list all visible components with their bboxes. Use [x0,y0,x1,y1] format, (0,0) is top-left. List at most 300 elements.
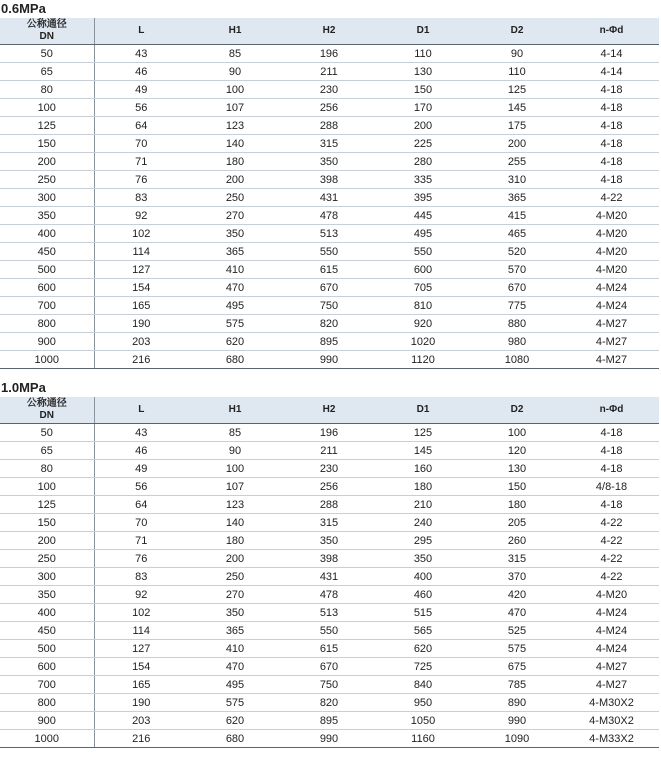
table-row [0,514,659,532]
table-cell: 990 [282,351,376,369]
table-body [0,45,659,369]
dn-cell: 350 [0,586,94,604]
table-cell: 150 [470,478,564,496]
dimension-table [0,18,659,369]
table-cell: 1020 [376,333,470,351]
table-cell: 465 [470,225,564,243]
table-cell: 550 [282,243,376,261]
table-row [0,81,659,99]
table-cell: 4-M27 [564,658,659,676]
table-row [0,424,659,442]
table-cell: 56 [94,478,188,496]
table-cell: 620 [376,640,470,658]
table-cell: 70 [94,514,188,532]
table-cell: 288 [282,496,376,514]
table-cell: 525 [470,622,564,640]
table-cell: 350 [188,225,282,243]
table-cell: 110 [376,45,470,63]
dn-cell: 80 [0,460,94,478]
table-cell: 4-22 [564,514,659,532]
table-row [0,460,659,478]
dn-cell: 100 [0,478,94,496]
table-cell: 350 [282,532,376,550]
table-cell: 107 [188,478,282,496]
table-cell: 4-14 [564,63,659,81]
table-cell: 350 [282,153,376,171]
column-header: L [94,18,188,45]
table-cell: 90 [188,442,282,460]
table-cell: 260 [470,532,564,550]
dn-cell: 200 [0,153,94,171]
table-cell: 180 [188,532,282,550]
table-row [0,640,659,658]
table-cell: 64 [94,117,188,135]
table-cell: 470 [188,658,282,676]
table-cell: 49 [94,460,188,478]
table-cell: 200 [470,135,564,153]
table-cell: 83 [94,568,188,586]
dn-cell: 250 [0,550,94,568]
table-row [0,135,659,153]
table-row [0,586,659,604]
table-cell: 90 [470,45,564,63]
table-cell: 4-M30X2 [564,694,659,712]
table-cell: 125 [470,81,564,99]
column-header: D1 [376,18,470,45]
table-row [0,261,659,279]
table-cell: 4-M24 [564,297,659,315]
table-cell: 520 [470,243,564,261]
table-row [0,676,659,694]
dn-cell: 300 [0,568,94,586]
dn-cell: 500 [0,261,94,279]
table-cell: 216 [94,351,188,369]
table-cell: 4-M24 [564,622,659,640]
table-row [0,478,659,496]
table-row [0,568,659,586]
table-cell: 1080 [470,351,564,369]
table-cell: 670 [282,658,376,676]
table-cell: 180 [470,496,564,514]
table-cell: 575 [188,315,282,333]
table-cell: 90 [188,63,282,81]
dn-cell: 150 [0,514,94,532]
table-cell: 513 [282,225,376,243]
table-cell: 4-M24 [564,279,659,297]
table-cell: 92 [94,207,188,225]
table-cell: 675 [470,658,564,676]
table-cell: 750 [282,676,376,694]
table-row [0,622,659,640]
table-row [0,225,659,243]
table-cell: 280 [376,153,470,171]
dn-header [0,18,94,45]
table-cell: 4-M27 [564,315,659,333]
table-cell: 140 [188,135,282,153]
dn-cell: 700 [0,676,94,694]
table-row [0,442,659,460]
dn-cell: 600 [0,658,94,676]
column-header: D1 [376,397,470,424]
table-cell: 400 [376,568,470,586]
table-cell: 165 [94,297,188,315]
dn-header-line1: 公称通径 [26,398,67,409]
table-cell: 160 [376,460,470,478]
dn-cell: 400 [0,225,94,243]
table-cell: 85 [188,45,282,63]
table-cell: 615 [282,640,376,658]
column-header: L [94,397,188,424]
table-cell: 4-22 [564,550,659,568]
table-cell: 92 [94,586,188,604]
table-cell: 43 [94,45,188,63]
table-cell: 4-18 [564,81,659,99]
table-cell: 107 [188,99,282,117]
table-cell: 785 [470,676,564,694]
table-cell: 210 [376,496,470,514]
table-row [0,279,659,297]
table-cell: 165 [94,676,188,694]
table-cell: 288 [282,117,376,135]
table-cell: 4-M24 [564,604,659,622]
table-cell: 670 [282,279,376,297]
column-header: D2 [470,18,564,45]
table-cell: 203 [94,712,188,730]
dn-cell: 1000 [0,351,94,369]
dn-cell: 80 [0,81,94,99]
table-cell: 70 [94,135,188,153]
table-cell: 145 [470,99,564,117]
table-cell: 4-14 [564,45,659,63]
table-cell: 315 [282,514,376,532]
table-cell: 110 [470,63,564,81]
dn-cell: 900 [0,712,94,730]
table-row [0,604,659,622]
table-cell: 431 [282,189,376,207]
table-cell: 270 [188,207,282,225]
table-cell: 180 [376,478,470,496]
table-cell: 170 [376,99,470,117]
table-cell: 4-M27 [564,676,659,694]
table-row [0,315,659,333]
table-cell: 123 [188,117,282,135]
table-cell: 102 [94,225,188,243]
table-cell: 4-18 [564,99,659,117]
table-cell: 478 [282,586,376,604]
table-cell: 990 [470,712,564,730]
table-cell: 46 [94,442,188,460]
table-row [0,243,659,261]
table-cell: 100 [188,460,282,478]
table-cell: 470 [188,279,282,297]
dn-cell: 1000 [0,730,94,748]
table-cell: 895 [282,333,376,351]
table-cell: 565 [376,622,470,640]
dn-cell: 700 [0,297,94,315]
table-cell: 4-M33X2 [564,730,659,748]
table-cell: 211 [282,63,376,81]
table-row [0,532,659,550]
table-cell: 495 [376,225,470,243]
dn-cell: 800 [0,315,94,333]
table-cell: 175 [470,117,564,135]
pressure-title: 0.6MPa [1,1,46,16]
table-row [0,730,659,748]
table-cell: 395 [376,189,470,207]
table-cell: 410 [188,261,282,279]
table-cell: 880 [470,315,564,333]
table-cell: 1090 [470,730,564,748]
dn-cell: 125 [0,117,94,135]
table-cell: 4-22 [564,189,659,207]
table-cell: 76 [94,171,188,189]
table-cell: 365 [188,243,282,261]
table-cell: 1050 [376,712,470,730]
table-cell: 145 [376,442,470,460]
table-cell: 123 [188,496,282,514]
table-cell: 513 [282,604,376,622]
table-cell: 550 [282,622,376,640]
table-cell: 180 [188,153,282,171]
column-header: D2 [470,397,564,424]
table-cell: 495 [188,676,282,694]
column-header: H1 [188,18,282,45]
table-cell: 125 [376,424,470,442]
table-cell: 203 [94,333,188,351]
table-cell: 240 [376,514,470,532]
table-cell: 315 [470,550,564,568]
table-cell: 127 [94,640,188,658]
table-cell: 230 [282,81,376,99]
spec-section-2 [0,379,661,748]
table-cell: 4-18 [564,117,659,135]
table-cell: 4-M27 [564,351,659,369]
table-cell: 230 [282,460,376,478]
table-cell: 895 [282,712,376,730]
table-cell: 190 [94,694,188,712]
table-cell: 370 [470,568,564,586]
table-row [0,712,659,730]
table-cell: 398 [282,171,376,189]
dn-header-line2: DN [39,410,54,421]
table-cell: 920 [376,315,470,333]
table-cell: 310 [470,171,564,189]
dn-cell: 125 [0,496,94,514]
table-cell: 85 [188,424,282,442]
table-cell: 705 [376,279,470,297]
table-row [0,99,659,117]
dn-cell: 450 [0,243,94,261]
dn-cell: 800 [0,694,94,712]
table-cell: 71 [94,153,188,171]
dn-cell: 400 [0,604,94,622]
table-cell: 83 [94,189,188,207]
dn-cell: 450 [0,622,94,640]
table-cell: 820 [282,315,376,333]
table-cell: 410 [188,640,282,658]
table-cell: 4-18 [564,424,659,442]
table-cell: 100 [470,424,564,442]
table-cell: 600 [376,261,470,279]
table-cell: 49 [94,81,188,99]
table-cell: 4-18 [564,171,659,189]
table-row [0,351,659,369]
table-row [0,658,659,676]
table-cell: 4-M24 [564,640,659,658]
table-cell: 196 [282,424,376,442]
table-cell: 615 [282,261,376,279]
table-cell: 4-M20 [564,225,659,243]
table-row [0,333,659,351]
table-cell: 250 [188,568,282,586]
table-cell: 4-M30X2 [564,712,659,730]
table-cell: 4-18 [564,460,659,478]
table-row [0,63,659,81]
dn-cell: 100 [0,99,94,117]
dn-cell: 50 [0,424,94,442]
table-cell: 225 [376,135,470,153]
dn-cell: 200 [0,532,94,550]
column-header: n-Φd [564,397,659,424]
dn-cell: 250 [0,171,94,189]
table-cell: 154 [94,658,188,676]
dimension-table [0,397,659,748]
table-row [0,207,659,225]
table-cell: 140 [188,514,282,532]
table-cell: 4-18 [564,153,659,171]
table-cell: 470 [470,604,564,622]
table-cell: 750 [282,297,376,315]
table-cell: 4-M20 [564,243,659,261]
table-row [0,153,659,171]
table-cell: 211 [282,442,376,460]
column-header: H1 [188,397,282,424]
table-cell: 4-22 [564,568,659,586]
table-cell: 840 [376,676,470,694]
table-cell: 350 [188,604,282,622]
column-header: n-Φd [564,18,659,45]
table-cell: 515 [376,604,470,622]
table-cell: 100 [188,81,282,99]
table-cell: 127 [94,261,188,279]
table-cell: 4-18 [564,496,659,514]
table-cell: 114 [94,243,188,261]
dn-cell: 900 [0,333,94,351]
table-cell: 102 [94,604,188,622]
table-cell: 1160 [376,730,470,748]
table-cell: 810 [376,297,470,315]
table-cell: 398 [282,550,376,568]
table-cell: 250 [188,189,282,207]
spec-section-1 [0,0,661,369]
dn-cell: 50 [0,45,94,63]
table-cell: 420 [470,586,564,604]
table-row [0,297,659,315]
table-cell: 4-M20 [564,586,659,604]
table-cell: 445 [376,207,470,225]
table-cell: 200 [376,117,470,135]
table-cell: 114 [94,622,188,640]
dn-cell: 150 [0,135,94,153]
table-cell: 64 [94,496,188,514]
table-row [0,171,659,189]
table-row [0,694,659,712]
table-cell: 200 [188,550,282,568]
table-cell: 295 [376,532,470,550]
table-cell: 46 [94,63,188,81]
dn-cell: 300 [0,189,94,207]
table-cell: 4-M20 [564,261,659,279]
table-cell: 256 [282,99,376,117]
table-row [0,496,659,514]
table-cell: 670 [470,279,564,297]
table-cell: 196 [282,45,376,63]
table-cell: 431 [282,568,376,586]
table-cell: 270 [188,586,282,604]
table-cell: 76 [94,550,188,568]
table-cell: 415 [470,207,564,225]
table-cell: 4/8-18 [564,478,659,496]
table-cell: 4-18 [564,135,659,153]
table-cell: 256 [282,478,376,496]
dn-header [0,397,94,424]
table-cell: 216 [94,730,188,748]
column-header: H2 [282,18,376,45]
table-cell: 575 [188,694,282,712]
table-cell: 980 [470,333,564,351]
dn-cell: 65 [0,442,94,460]
table-cell: 200 [188,171,282,189]
table-cell: 575 [470,640,564,658]
header-row [0,18,659,45]
table-cell: 350 [376,550,470,568]
table-cell: 4-M20 [564,207,659,225]
table-cell: 460 [376,586,470,604]
table-cell: 4-M27 [564,333,659,351]
table-cell: 43 [94,424,188,442]
table-cell: 150 [376,81,470,99]
table-cell: 335 [376,171,470,189]
dn-cell: 65 [0,63,94,81]
table-cell: 570 [470,261,564,279]
table-cell: 315 [282,135,376,153]
table-cell: 154 [94,279,188,297]
table-cell: 620 [188,712,282,730]
table-cell: 365 [470,189,564,207]
table-cell: 990 [282,730,376,748]
dn-header-line2: DN [39,31,54,42]
table-cell: 495 [188,297,282,315]
table-cell: 725 [376,658,470,676]
table-cell: 4-22 [564,532,659,550]
dn-header-line1: 公称通径 [26,19,67,30]
table-body [0,424,659,748]
table-cell: 950 [376,694,470,712]
table-cell: 255 [470,153,564,171]
table-cell: 56 [94,99,188,117]
table-cell: 365 [188,622,282,640]
table-cell: 820 [282,694,376,712]
table-cell: 1120 [376,351,470,369]
table-cell: 205 [470,514,564,532]
table-row [0,550,659,568]
dn-cell: 600 [0,279,94,297]
table-cell: 4-18 [564,442,659,460]
table-cell: 120 [470,442,564,460]
table-row [0,45,659,63]
dn-cell: 500 [0,640,94,658]
pressure-title: 1.0MPa [1,380,46,395]
